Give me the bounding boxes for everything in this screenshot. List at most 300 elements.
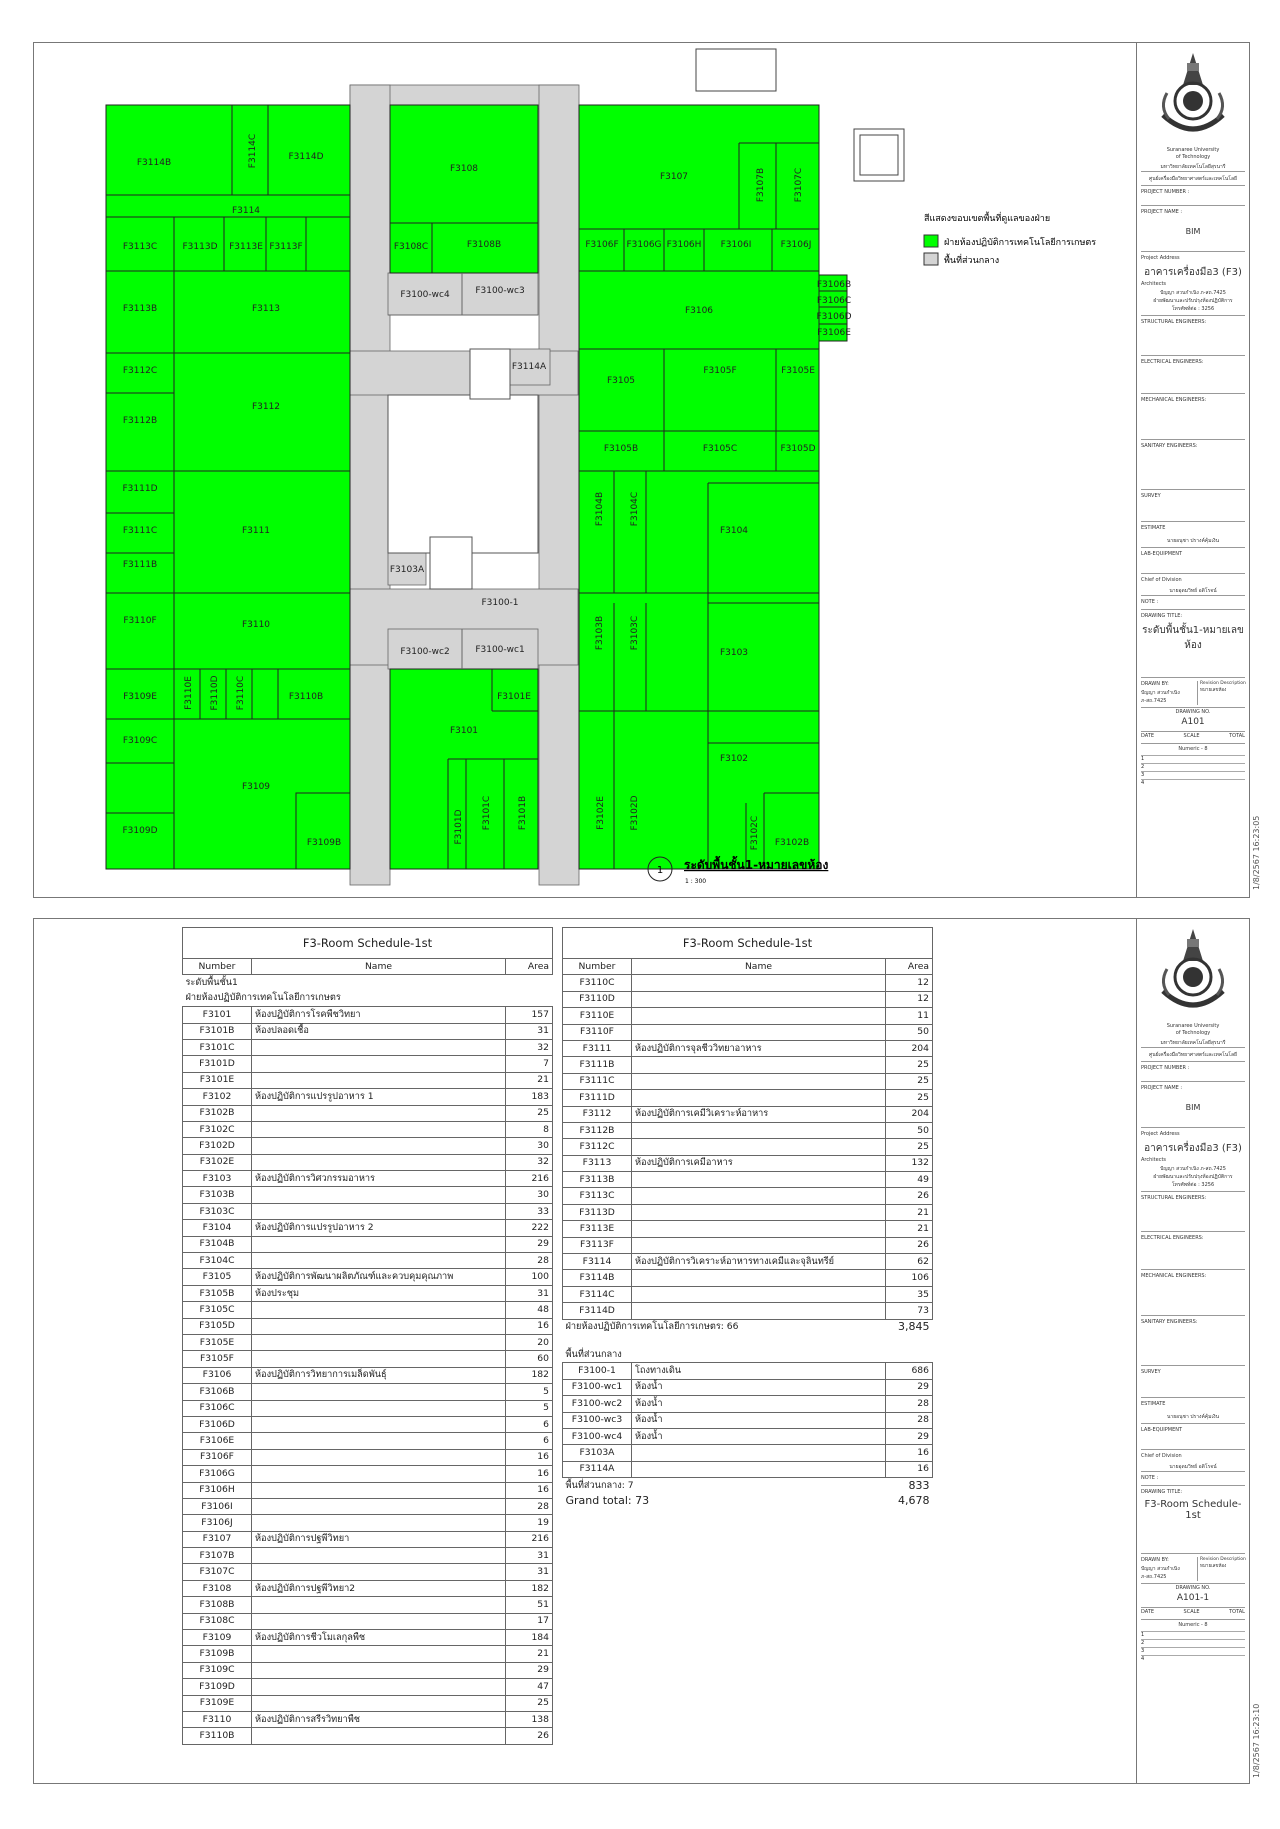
- col-name: Name: [252, 959, 506, 975]
- cell-area: 216: [506, 1171, 553, 1187]
- room-label-f3103: F3103: [719, 648, 749, 658]
- cell-area: 31: [506, 1023, 553, 1039]
- room-label-f3102d: F3102D: [630, 795, 640, 831]
- table-row: [183, 1564, 553, 1580]
- room-label-f3106e: F3106E: [817, 328, 851, 338]
- cell-name: [252, 1302, 506, 1318]
- table-row: [563, 1057, 933, 1073]
- cell-num: F3105E: [183, 1334, 252, 1350]
- cell-area: 26: [886, 1237, 933, 1253]
- total-row: [563, 1319, 933, 1335]
- table-row: [563, 1139, 933, 1155]
- schedule-table-right: [562, 927, 933, 1509]
- cell-num: F3100-wc3: [563, 1412, 632, 1428]
- title-block-drawn-by-name: ปัญญา สวนกำเนิง: [1141, 1566, 1180, 1572]
- legend-label-common: พื้นที่ส่วนกลาง: [944, 256, 1000, 266]
- cell-name: [252, 1548, 506, 1564]
- date-label: DATE: [1141, 733, 1155, 739]
- cell-area: 25: [506, 1105, 553, 1121]
- room-label-f3113f: F3113F: [269, 242, 303, 252]
- cell-name: [252, 1679, 506, 1695]
- cell-num: F3111: [563, 1040, 632, 1056]
- roof-outline: [696, 49, 776, 91]
- group-label-common: พื้นที่ส่วนกลาง: [565, 1348, 622, 1360]
- timestamp-1: 1/8/2567 16:23:05: [1252, 815, 1261, 890]
- cell-name: [252, 1449, 506, 1465]
- title-block-rule: [1141, 205, 1245, 206]
- table-row: [183, 1351, 553, 1367]
- cell-num: F3107C: [183, 1564, 252, 1580]
- cell-name: [632, 1221, 886, 1237]
- cell-area: 33: [506, 1203, 553, 1219]
- view-number: 1: [656, 865, 664, 876]
- floor-plan-drawing: [34, 43, 1134, 897]
- title-block-drawing-no-label: DRAWING NO.: [1175, 709, 1211, 715]
- table-row: [183, 1138, 553, 1154]
- date-scale-total-row: [1141, 733, 1245, 739]
- cell-num: F3102C: [183, 1121, 252, 1137]
- cell-num: F3103C: [183, 1203, 252, 1219]
- cell-num: F3112B: [563, 1122, 632, 1138]
- title-block-estimate-label: ESTIMATE: [1141, 1401, 1166, 1407]
- cell-name: ห้องปฏิบัติการแปรรูปอาหาร 2: [252, 1220, 506, 1236]
- room-label-f3112: F3112: [251, 402, 281, 412]
- cell-name: [252, 1646, 506, 1662]
- title-block-drawing-title: F3-Room Schedule-1st: [1144, 1499, 1242, 1521]
- title-block-rule: [1141, 1191, 1245, 1192]
- title-block-architects-label: Architects: [1141, 1157, 1167, 1163]
- cell-area: 8: [506, 1121, 553, 1137]
- cell-area: 30: [506, 1138, 553, 1154]
- room-label-f3114: F3114: [231, 206, 261, 216]
- title-block-rule: [1141, 1423, 1245, 1424]
- table-row: [183, 1285, 553, 1301]
- cell-area: 26: [886, 1188, 933, 1204]
- room-label-f3100-wc3: F3100-wc3: [475, 286, 525, 296]
- cell-num: F3114D: [563, 1303, 632, 1319]
- cell-name: [632, 1073, 886, 1089]
- table-row: [183, 1400, 553, 1416]
- cell-num: F3105C: [183, 1302, 252, 1318]
- view-title: ระดับพื้นชั้น1-หมายเลขห้อง: [684, 858, 829, 872]
- cell-name: [252, 1498, 506, 1514]
- table-row: [563, 1221, 933, 1237]
- total-value: 833: [908, 1478, 930, 1492]
- room-label-f3110b: F3110B: [288, 692, 324, 702]
- title-block-estimate-label: ESTIMATE: [1141, 525, 1166, 531]
- revision-row: 4: [1141, 779, 1245, 788]
- table-row: [183, 1318, 553, 1334]
- cell-area: 73: [886, 1303, 933, 1319]
- cell-name: [252, 1105, 506, 1121]
- cell-name: [252, 1400, 506, 1416]
- university-logo: [1141, 49, 1245, 141]
- cell-num: F3112C: [563, 1139, 632, 1155]
- revision-row: 3: [1141, 771, 1245, 780]
- title-block-rule: [1141, 171, 1245, 172]
- title-block-rule: [1141, 1365, 1245, 1366]
- room-label-f3113e: F3113E: [229, 242, 263, 252]
- cell-area: 25: [506, 1695, 553, 1711]
- cell-name: [252, 1318, 506, 1334]
- cell-area: 28: [886, 1396, 933, 1412]
- table-row: [183, 1105, 553, 1121]
- cell-name: ห้องปฏิบัติการปฐพีวิทยา2: [252, 1580, 506, 1596]
- title-block-architect-name: ปัญญา สวนกำเนิง ภ-สถ.7425: [1160, 290, 1226, 296]
- cell-area: 21: [886, 1204, 933, 1220]
- cell-name: [252, 1203, 506, 1219]
- cell-num: F3101C: [183, 1039, 252, 1055]
- cell-area: 30: [506, 1187, 553, 1203]
- title-block-rule: [1141, 1231, 1245, 1232]
- cell-num: F3109D: [183, 1679, 252, 1695]
- cell-area: 21: [506, 1072, 553, 1088]
- cell-area: 132: [886, 1155, 933, 1171]
- title-block-university-line1: Suranaree University: [1166, 147, 1220, 153]
- title-block-architect-dept: ฝ่ายพัฒนาและปรับปรุงห้องปฏิบัติการ: [1153, 1174, 1233, 1180]
- date-scale-total-row: [1141, 1609, 1245, 1615]
- cell-name: [252, 1728, 506, 1744]
- cell-area: 47: [506, 1679, 553, 1695]
- cell-num: F3110B: [183, 1728, 252, 1744]
- cell-num: F3113E: [563, 1221, 632, 1237]
- cell-name: [632, 1204, 886, 1220]
- cell-num: F3102B: [183, 1105, 252, 1121]
- cell-area: 16: [506, 1318, 553, 1334]
- title-block-chief-label: Chief of Division: [1141, 577, 1182, 583]
- room-label-f3100-1: F3100-1: [481, 598, 519, 608]
- cell-area: 204: [886, 1106, 933, 1122]
- cell-name: [632, 1270, 886, 1286]
- cell-num: F3108B: [183, 1597, 252, 1613]
- cell-area: 5: [506, 1400, 553, 1416]
- cell-num: F3101: [183, 1007, 252, 1023]
- cell-num: F3113F: [563, 1237, 632, 1253]
- title-block-rule: [1141, 1471, 1245, 1472]
- room-label-f3103b: F3103B: [595, 615, 605, 651]
- room-label-f3111d: F3111D: [122, 484, 158, 494]
- title-block-project-name-label: PROJECT NAME :: [1141, 1085, 1183, 1091]
- cell-area: 5: [506, 1384, 553, 1400]
- table-row: [563, 1270, 933, 1286]
- title-block-rule: [1141, 393, 1245, 394]
- room-label-f3106h: F3106H: [666, 240, 702, 250]
- room-label-f3104c: F3104C: [630, 491, 640, 527]
- revision-row: 1: [1141, 1631, 1245, 1640]
- cell-num: F3100-1: [563, 1363, 632, 1379]
- title-block-project-address: อาคารเครื่องมือ3 (F3): [1144, 267, 1242, 278]
- revision-row: 3: [1141, 1647, 1245, 1656]
- room-label-f3105e: F3105E: [781, 366, 815, 376]
- cell-area: 25: [886, 1073, 933, 1089]
- cell-area: 32: [506, 1154, 553, 1170]
- title-block-drawing-title-label: DRAWING TITLE:: [1141, 613, 1183, 619]
- title-block-project-address-label: Project Address: [1141, 255, 1180, 261]
- title-block-rule: [1141, 521, 1245, 522]
- table-row: [183, 1580, 553, 1596]
- cell-area: 28: [506, 1498, 553, 1514]
- cell-area: 29: [886, 1379, 933, 1395]
- cell-num: F3113: [563, 1155, 632, 1171]
- cell-name: [252, 1253, 506, 1269]
- cell-area: 100: [506, 1269, 553, 1285]
- cell-area: 50: [886, 1024, 933, 1040]
- cell-num: F3110D: [563, 991, 632, 1007]
- table-row: [183, 1154, 553, 1170]
- cell-num: F3105B: [183, 1285, 252, 1301]
- cell-num: F3108C: [183, 1613, 252, 1629]
- room-label-f3109d: F3109D: [122, 826, 158, 836]
- cell-name: ห้องปฏิบัติการเคมีวิเคราะห์อาหาร: [632, 1106, 886, 1122]
- room-label-f3105d: F3105D: [780, 444, 816, 454]
- col-area: Area: [886, 959, 933, 975]
- cell-name: [252, 1597, 506, 1613]
- view-scale: 1 : 300: [685, 878, 707, 885]
- cell-num: F3109E: [183, 1695, 252, 1711]
- room-label-f3113: F3113: [251, 304, 281, 314]
- title-block-project-name: BIM: [1185, 1103, 1201, 1112]
- title-block-project-address-label: Project Address: [1141, 1131, 1180, 1137]
- cell-num: F3113B: [563, 1172, 632, 1188]
- table-row: [563, 975, 933, 991]
- room-label-f3107: F3107: [659, 172, 689, 182]
- cell-name: [252, 1334, 506, 1350]
- table-row: [563, 1122, 933, 1138]
- title-block-project-address: อาคารเครื่องมือ3 (F3): [1144, 1143, 1242, 1154]
- legend-swatch-agri: [924, 235, 938, 247]
- table-row: [183, 1187, 553, 1203]
- room-label-f3113c: F3113C: [122, 242, 158, 252]
- table-row: [563, 1090, 933, 1106]
- total-value: 4,678: [898, 1494, 930, 1508]
- cell-num: F3103A: [563, 1445, 632, 1461]
- courtyard: [388, 395, 538, 553]
- room-label-f3101c: F3101C: [482, 795, 492, 831]
- cell-area: 16: [506, 1466, 553, 1482]
- title-block-center-thai: ศูนย์เครื่องมือวิทยาศาสตร์และเทคโนโลยี: [1149, 176, 1237, 182]
- cell-area: 49: [886, 1172, 933, 1188]
- table-row: [183, 1466, 553, 1482]
- room-label-f3110: F3110: [241, 620, 271, 630]
- table-row: [183, 1548, 553, 1564]
- table-row: [183, 1531, 553, 1547]
- cell-num: F3106F: [183, 1449, 252, 1465]
- title-block-rule: [1141, 185, 1245, 186]
- title-block-chief-name: นายอุดมวิทย์ อดิโรจน์: [1169, 588, 1217, 594]
- room-label-f3108c: F3108C: [393, 242, 429, 252]
- title-block-architect-name: ปัญญา สวนกำเนิง ภ-สถ.7425: [1160, 1166, 1226, 1172]
- cell-area: 50: [886, 1122, 933, 1138]
- table-row: [563, 1286, 933, 1302]
- revision-box: [1197, 1557, 1246, 1581]
- cell-area: 60: [506, 1351, 553, 1367]
- scale-label: SCALE: [1183, 1609, 1200, 1615]
- table-row: [183, 1433, 553, 1449]
- table-row: [183, 1630, 553, 1646]
- room-label-f3109c: F3109C: [122, 736, 158, 746]
- room-label-f3105c: F3105C: [702, 444, 738, 454]
- title-block-rule: [1141, 707, 1245, 708]
- room-label-f3101b: F3101B: [518, 795, 528, 831]
- cell-num: F3106B: [183, 1384, 252, 1400]
- cell-area: 216: [506, 1531, 553, 1547]
- title-block-university-line1: Suranaree University: [1166, 1023, 1220, 1029]
- university-logo: [1141, 925, 1245, 1017]
- room-label-f3106c: F3106C: [816, 296, 852, 306]
- room-label-f3100-wc2: F3100-wc2: [400, 647, 450, 657]
- room-label-f3110e: F3110E: [184, 676, 194, 710]
- floor-plan-sheet: [33, 42, 1250, 898]
- table-row: [563, 1379, 933, 1395]
- cell-name: [252, 1695, 506, 1711]
- cell-num: F3101E: [183, 1072, 252, 1088]
- cell-num: F3110F: [563, 1024, 632, 1040]
- cell-num: F3106I: [183, 1498, 252, 1514]
- cell-num: F3110E: [563, 1008, 632, 1024]
- cell-name: [632, 1024, 886, 1040]
- cell-area: 686: [886, 1363, 933, 1379]
- cell-name: ห้องปฏิบัติการพัฒนาผลิตภัณฑ์และควบคุมคุณภาพ: [252, 1269, 506, 1285]
- title-block-drawn-by-id: ภ-สถ.7425: [1141, 1574, 1167, 1580]
- revision-box: [1197, 681, 1246, 705]
- total-label: พื้นที่ส่วนกลาง: 7: [565, 1479, 634, 1491]
- table-row: [183, 1679, 553, 1695]
- title-block-drawing-no: A101-1: [1176, 1593, 1210, 1603]
- cell-num: F3113D: [563, 1204, 632, 1220]
- table-row: [563, 1254, 933, 1270]
- cell-name: [632, 1237, 886, 1253]
- title-block-university-line2: of Technology: [1175, 154, 1211, 160]
- room-label-f3106b: F3106B: [816, 280, 852, 290]
- title-block-rule: [1141, 355, 1245, 356]
- cell-num: F3114A: [563, 1461, 632, 1477]
- right-wing: [579, 105, 847, 869]
- title-block-numeric-label: Numeric - 8: [1178, 746, 1208, 752]
- title-block-architect-phone: โทรศัพท์ต่อ : 3256: [1171, 306, 1215, 312]
- revision-row: 2: [1141, 763, 1245, 772]
- cell-area: 26: [506, 1728, 553, 1744]
- table-row: [563, 1412, 933, 1428]
- cell-name: ห้องน้ำ: [632, 1396, 886, 1412]
- title-block-rule: [1141, 1315, 1245, 1316]
- revision-label: Revision Description: [1200, 681, 1246, 686]
- cell-num: F3104B: [183, 1236, 252, 1252]
- title-block-project-number-label: PROJECT NUMBER :: [1141, 189, 1190, 195]
- cell-num: F3106H: [183, 1482, 252, 1498]
- cell-area: 106: [886, 1270, 933, 1286]
- revision-row: 2: [1141, 1639, 1245, 1648]
- cell-area: 32: [506, 1039, 553, 1055]
- table-row: [563, 1008, 933, 1024]
- title-block: [1136, 919, 1249, 1783]
- group-label: ฝ่ายห้องปฏิบัติการเทคโนโลยีการเกษตร: [185, 992, 341, 1004]
- title-block-rule: [1141, 489, 1245, 490]
- title-block-drawing-no-label: DRAWING NO.: [1175, 1585, 1211, 1591]
- cell-name: [252, 1613, 506, 1629]
- cell-area: 28: [506, 1253, 553, 1269]
- cell-num: F3100-wc2: [563, 1396, 632, 1412]
- cell-name: ห้องปฏิบัติการวิศวกรรมอาหาร: [252, 1171, 506, 1187]
- table-row: [563, 1073, 933, 1089]
- cell-area: 16: [506, 1449, 553, 1465]
- cell-num: F3109C: [183, 1662, 252, 1678]
- col-number: Number: [563, 959, 632, 975]
- table-row: [183, 1203, 553, 1219]
- title-block-architects-label: Architects: [1141, 281, 1167, 287]
- table-row: [183, 1302, 553, 1318]
- room-label-f3106f: F3106F: [585, 240, 619, 250]
- cell-name: [252, 1384, 506, 1400]
- table-row: [563, 991, 933, 1007]
- cell-name: โถงทางเดิน: [632, 1363, 886, 1379]
- cell-num: F3108: [183, 1580, 252, 1596]
- title-block-lab-equipment-label: LAB-EQUIPMENT: [1141, 1427, 1183, 1433]
- cell-area: 16: [886, 1445, 933, 1461]
- room-label-f3100-wc4: F3100-wc4: [400, 290, 450, 300]
- cell-area: 182: [506, 1580, 553, 1596]
- title-block-rule: [1141, 1047, 1245, 1048]
- room-label-f3106: F3106: [684, 306, 714, 316]
- cell-area: 25: [886, 1057, 933, 1073]
- table-row: [563, 1155, 933, 1171]
- table-row: [183, 1695, 553, 1711]
- title-block-structural-label: STRUCTURAL ENGINEERS:: [1141, 1195, 1207, 1201]
- cell-name: ห้องปฏิบัติการชีวโมเลกุลพืช: [252, 1630, 506, 1646]
- room-label-f3107c: F3107C: [794, 167, 804, 203]
- schedule-title-right: F3-Room Schedule-1st: [563, 928, 933, 959]
- cell-num: F3111B: [563, 1057, 632, 1073]
- cell-name: [252, 1482, 506, 1498]
- table-row: [563, 1445, 933, 1461]
- room-label-f3105f: F3105F: [703, 366, 737, 376]
- title-block-rule: [1141, 1081, 1245, 1082]
- title-block-rule: [1141, 731, 1245, 732]
- title-block-drawing-title-label: DRAWING TITLE:: [1141, 1489, 1183, 1495]
- title-block-rule: [1141, 251, 1245, 252]
- cell-num: F3103B: [183, 1187, 252, 1203]
- table-row: [183, 1253, 553, 1269]
- cell-name: [632, 1090, 886, 1106]
- room-label-f3101d: F3101D: [454, 809, 464, 845]
- total-label: ฝ่ายห้องปฏิบัติการเทคโนโลยีการเกษตร: 66: [565, 1321, 739, 1333]
- cell-name: [252, 1154, 506, 1170]
- cell-num: F3106: [183, 1367, 252, 1383]
- cell-name: ห้องปฏิบัติการวิเคราะห์อาหารทางเคมีและจุลินทรีย์: [632, 1254, 886, 1270]
- table-row: [183, 1711, 553, 1727]
- cell-area: 28: [886, 1412, 933, 1428]
- cell-area: 20: [506, 1334, 553, 1350]
- title-block-rule: [1141, 743, 1245, 744]
- cell-area: 19: [506, 1515, 553, 1531]
- cell-area: 21: [886, 1221, 933, 1237]
- cell-area: 51: [506, 1597, 553, 1613]
- total-label: Grand total: 73: [565, 1494, 650, 1508]
- table-row: [183, 1089, 553, 1105]
- cell-name: ห้องปฏิบัติการสรีรวิทยาพืช: [252, 1711, 506, 1727]
- table-row: [183, 1121, 553, 1137]
- table-row: [563, 1428, 933, 1444]
- title-block-rule: [1141, 1553, 1245, 1554]
- title-block-drawn-by-name: ปัญญา สวนกำเนิง: [1141, 690, 1180, 696]
- table-row: [563, 1396, 933, 1412]
- level-label: ระดับพื้นชั้น1: [185, 977, 238, 989]
- table-row: [563, 1106, 933, 1122]
- cell-num: F3102D: [183, 1138, 252, 1154]
- title-block-note-label: NOTE :: [1141, 599, 1159, 605]
- title-block-rule: [1141, 315, 1245, 316]
- room-label-f3109e: F3109E: [123, 692, 157, 702]
- cell-num: F3113C: [563, 1188, 632, 1204]
